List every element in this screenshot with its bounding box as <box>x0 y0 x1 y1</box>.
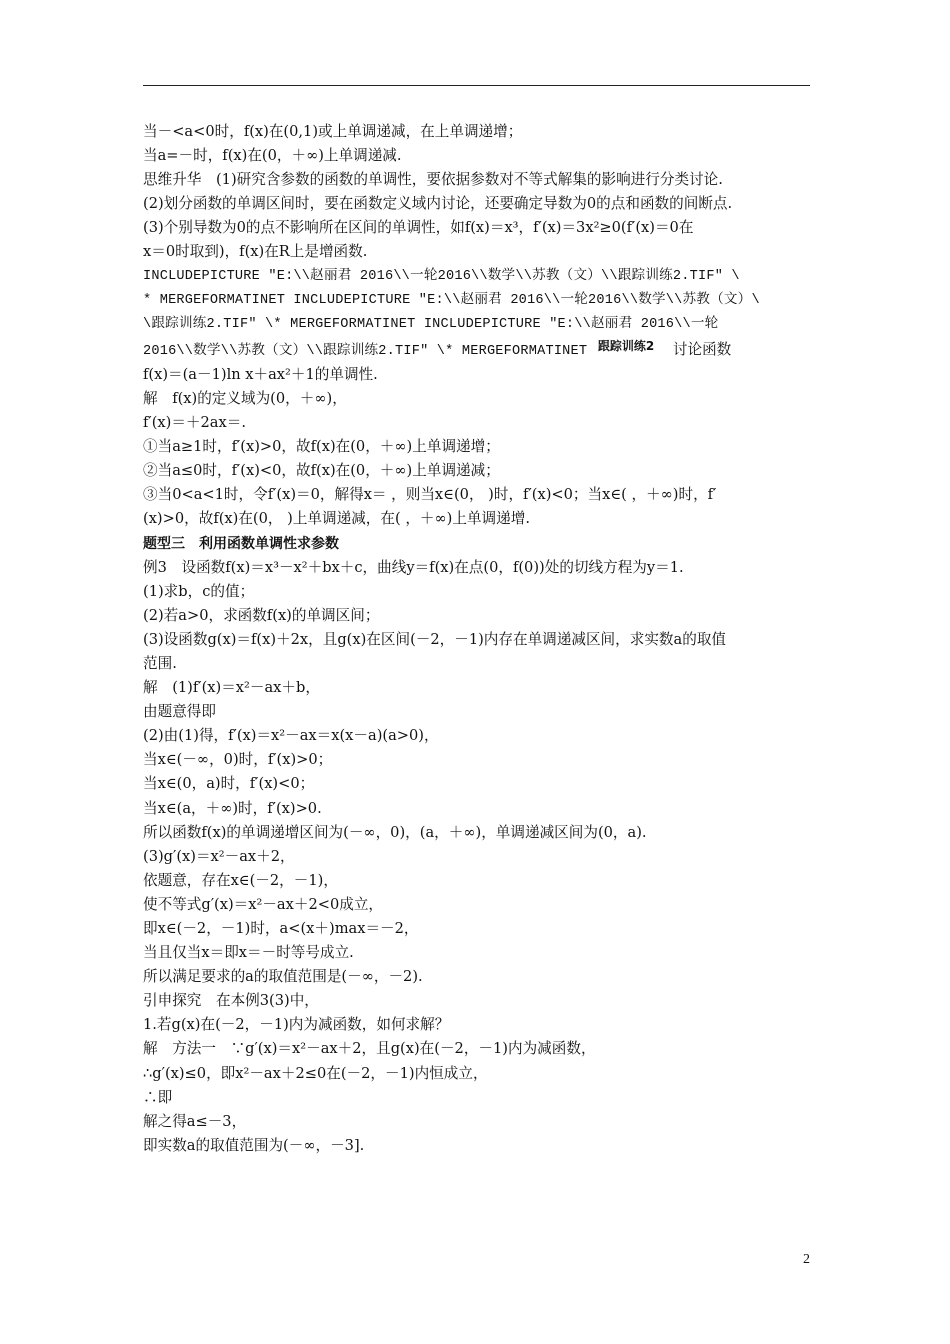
page-body <box>143 120 823 1158</box>
text-line: ①当a≥1时，f′(x)>0，故f(x)在(0，＋∞)上单调递增； <box>143 438 500 456</box>
text-line: 所以满足要求的a的取值范围是(－∞，－2). <box>143 968 423 986</box>
text-line: (2)由(1)得，f′(x)＝x²－ax＝x(x－a)(a>0)， <box>143 727 439 745</box>
text-line: ②当a≤0时，f′(x)<0，故f(x)在(0，＋∞)上单调递减； <box>143 462 500 480</box>
text-line: f(x)＝(a－1)ln x＋ax²＋1的单调性. <box>143 365 378 383</box>
text-line: 解 (1)f′(x)＝x²－ax＋b， <box>143 679 320 697</box>
text-line: ③当0<a<1时，令f′(x)＝0，解得x＝ ，则当x∈(0， )时，f′(x)<0；当x∈( ，＋∞)时，f′ <box>143 486 717 504</box>
field-code-line: \跟踪训练2.TIF" \* MERGEFORMATINET INCLUDEPICTURE "E:\\赵丽君 2016\\一轮 <box>143 316 719 332</box>
text-line: 解 f(x)的定义域为(0，＋∞)， <box>143 389 347 407</box>
text-line: 所以函数f(x)的单调递增区间为(－∞，0)，(a，＋∞)，单调递减区间为(0，a). <box>143 823 647 841</box>
text-line: x＝0时取到)，f(x)在R上是增函数. <box>143 243 368 261</box>
header-rule <box>143 85 810 86</box>
text-line: 解 方法一 ∵g′(x)＝x²－ax＋2，且g(x)在(－2，－1)内为减函数， <box>143 1040 596 1058</box>
text-line: 思维升华 (1)研究含参数的函数的单调性，要依据参数对不等式解集的影响进行分类讨论. <box>143 171 723 189</box>
field-code-line-with-badge <box>143 337 823 363</box>
text-line: 解之得a≤－3， <box>143 1112 247 1130</box>
text-line: (2)划分函数的单调区间时，要在函数定义域内讨论，还要确定导数为0的点和函数的间断点. <box>143 195 733 213</box>
text-line: (1)求b，c的值； <box>143 582 255 600</box>
text-line: 例3 设函数f(x)＝x³－x²＋bx＋c，曲线y＝f(x)在点(0，f(0))处的切线方程为y＝1. <box>143 558 684 576</box>
text-line: 当－<a<0时，f(x)在(0,1)或上单调递减，在上单调递增； <box>143 123 523 140</box>
text-line: (3)g′(x)＝x²－ax＋2， <box>143 847 295 865</box>
text-line: 1.若g(x)在(－2，－1)内为减函数，如何求解？ <box>143 1016 450 1034</box>
practice-badge: 跟踪训练2 <box>597 338 655 353</box>
text-line: (2)若a>0，求函数f(x)的单调区间； <box>143 606 380 624</box>
text-line: 当a=－时，f(x)在(0，＋∞)上单调递减. <box>143 147 402 165</box>
field-code-line: * MERGEFORMATINET INCLUDEPICTURE "E:\\赵丽君 2016\\一轮2016\\数学\\苏教（文）\ <box>143 292 760 308</box>
text-line: 范围. <box>143 654 177 672</box>
text-line: ∴g′(x)≤0，即x²－ax＋2≤0在(－2，－1)内恒成立， <box>143 1064 488 1082</box>
field-code-text: 2016\\数学\\苏教（文）\\跟踪训练2.TIF" \* MERGEFORMATINET <box>143 343 588 359</box>
field-code-line: INCLUDEPICTURE "E:\\赵丽君 2016\\一轮2016\\数学\\苏教（文）\\跟踪训练2.TIF" \ <box>143 268 740 284</box>
text-line: 引申探究 在本例3(3)中， <box>143 992 319 1010</box>
text-line: (3)设函数g(x)＝f(x)＋2x，且g(x)在区间(－2，－1)内存在单调递减区间，求实数a的取值 <box>143 630 727 648</box>
text-line: 依题意，存在x∈(－2，－1)， <box>143 871 338 889</box>
text-line: 当x∈(－∞，0)时，f′(x)>0； <box>143 751 333 769</box>
section-title: 题型三 利用函数单调性求参数 <box>143 535 339 552</box>
page-number: 2 <box>803 1252 810 1267</box>
text-line: 由题意得即 <box>143 703 216 721</box>
text-after-badge: 讨论函数 <box>672 340 732 358</box>
text-line: 当x∈(0，a)时，f′(x)<0； <box>143 775 315 793</box>
text-line: f′(x)＝＋2ax＝. <box>143 414 246 432</box>
text-line: (x)>0，故f(x)在(0， )上单调递减，在( ，＋∞)上单调递增. <box>143 510 530 528</box>
text-line: 当x∈(a，＋∞)时，f′(x)>0. <box>143 799 322 817</box>
text-line: 即实数a的取值范围为(－∞，－3]. <box>143 1136 365 1154</box>
text-line: 即x∈(－2，－1)时，a<(x＋)max＝－2， <box>143 920 419 937</box>
text-line: 使不等式g′(x)＝x²－ax＋2<0成立， <box>143 895 384 913</box>
text-line: ∴即 <box>143 1088 173 1106</box>
text-line: (3)个别导数为0的点不影响所在区间的单调性，如f(x)＝x³，f′(x)＝3x²≥0(f′(x)＝0在 <box>143 219 694 237</box>
text-line: 当且仅当x＝即x＝－时等号成立. <box>143 944 354 962</box>
